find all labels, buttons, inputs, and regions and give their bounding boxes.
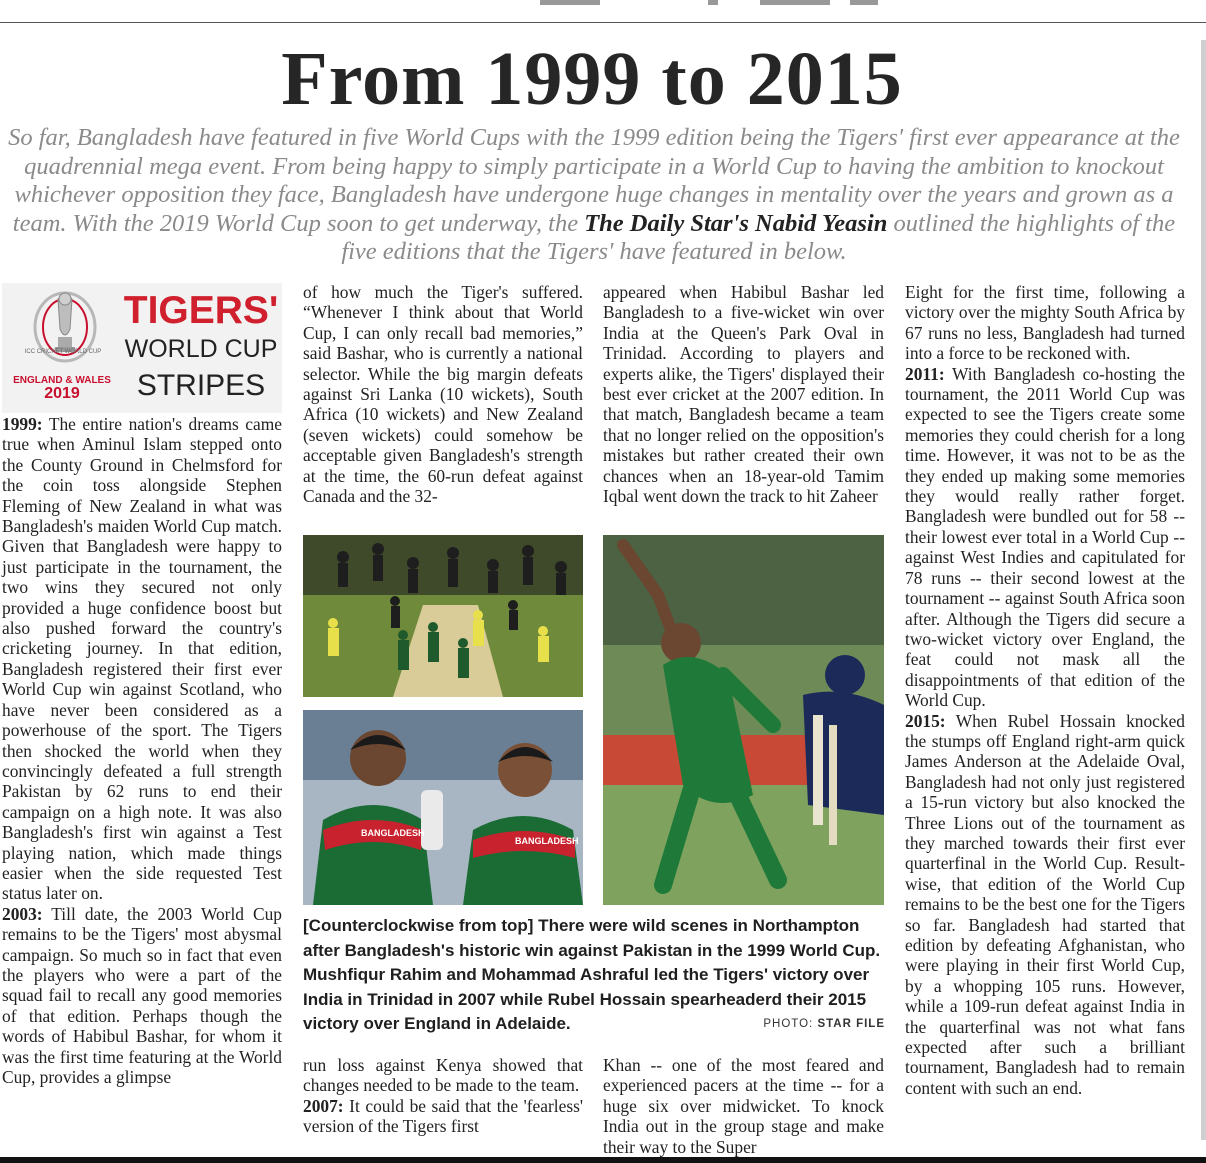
column-3-top	[603, 282, 884, 506]
column-1	[2, 414, 282, 1087]
text-2007-end: Khan -- one of the most feared and experienced pacers at the time -- for a huge six over midwicket. To knock India out in the group stage and make their way to the Super	[603, 1055, 884, 1157]
page-edge-shadow	[1201, 40, 1206, 1140]
paragraph-2007	[303, 1096, 583, 1137]
text-2003-continued: of how much the Tiger's suffered. “Whenever I think about that World Cup, I can only recall bad memories,” said Bashar, who is currently a national selector. While the big margin defeats against Sri Lanka (10 wickets), South Africa (10 wickets) and New Zealand (seven wickets) could somehow be acceptable given Bangladesh's strength at the time, the 60-run defeat against Canada and the 32-	[303, 282, 583, 507]
players-image	[303, 710, 583, 905]
intro-text-end: outlined the highlights of the five editions that the Tigers' have featured in below.	[341, 209, 1176, 266]
cup-name: ICC CRICKET WORLD CUP	[24, 349, 102, 355]
world-cup-logo-banner	[2, 283, 282, 413]
year-label-2007: 2007:	[303, 1095, 344, 1116]
text-1999: The entire nation's dreams came true when Aminul Islam stepped onto the County Ground in Chelmsford for the coin toss alongside Stephen Fleming of New Zealand in what was Bangladesh's maiden World Cup match. Given that Bangladesh were happy to just participate in the tournament, the two wins they secured not only provided a huge confidence boost but also pushed forward the country's cricketing journey. In that edition, Bangladesh registered their first ever World Cup win against Scotland, who have never been considered as a powerhouse of the sport. The Tigers then shocked the world when they convincingly defeated a full strength Pakistan by 62 runs to end their campaign on a high note. It was also Bangladesh's first win against a Test playing nation, which made things easier when the side requested Test status later on.	[2, 414, 282, 904]
photo-credit	[753, 1018, 885, 1030]
photo-credit-label: PHOTO:	[763, 1018, 818, 1030]
intro-text: So far, Bangladesh have featured in five World Cups with the 1999 edition being the Tigers' first ever appearance at the quadrennial mega event. From being happy to simply participate in a World Cup to having the ambition to knockout whichever opposition they face, Bangladesh have undergone huge changes in mentality over the years and grown as a team. With the 2019 World Cup soon to get underway, the	[8, 124, 1180, 237]
year-label-1999: 1999:	[2, 414, 43, 434]
jersey-text-right: BANGLADESH	[515, 836, 579, 846]
bowler-celebration-image	[603, 535, 884, 905]
text-2011: With Bangladesh co-hosting the tournament, the 2011 World Cup was expected to see the Tigers create some memories they could cherish for a long time. However, it was not to be as the they ended up making some memories they would really rather forget. Bangladesh were bundled out for 58 -- their lowest ever total in a World Cup -- against West Indies and capitulated for 78 runs -- their second lowest at the tournament -- against South Africa soon after. Although the Tigers did secure a two-wicket victory over England, the feat could not mask all the disappointments of that edition of the World Cup.	[905, 363, 1185, 711]
jersey-text-left: BANGLADESH	[361, 828, 425, 838]
year-label-2015: 2015:	[905, 710, 946, 731]
photo-1999-celebrations	[303, 535, 583, 697]
text-2003: Till date, the 2003 World Cup remains to be the Tigers' most abysmal campaign. So much so in fact that even the players who were a part of the squad fail to recall any good memories of that edition. Perhaps though the words of Habibul Bashar, for whom it was the first time featuring at the World Cup, provides a glimpse	[2, 903, 282, 1087]
paragraph-2011	[905, 364, 1185, 711]
masthead-remnant	[0, 0, 1206, 8]
top-rule	[0, 22, 1206, 23]
page-bottom-edge	[0, 1157, 1206, 1163]
column-4	[905, 282, 1185, 1098]
text-2007-continued: appeared when Habibul Bashar led Bangladesh to a five-wicket win over India at the Queen's Park Oval in Trinidad. According to players and experts alike, the Tigers' displayed their best ever cricket at the 2007 edition. In that match, Bangladesh became a team that no longer relied on the opposition's mistakes but rather created their own chances when an 18-year-old Tamim Iqbal went down the track to hit Zaheer	[603, 282, 884, 507]
text-2007: It could be said that the 'fearless' version of the Tigers first	[303, 1095, 583, 1137]
text-2007-conclusion: Eight for the first time, following a victory over the mighty South Africa by 67 runs no less, Bangladesh had turned into a force to be reckoned with.	[905, 282, 1185, 364]
page-title: From 1999 to 2015	[281, 37, 903, 121]
crowd-pitch-image	[303, 535, 583, 697]
year-label-2011: 2011:	[905, 363, 945, 384]
photo-2015-rubel-hossain	[603, 535, 884, 905]
text-2015: When Rubel Hossain knocked the stumps off England right-arm quick James Anderson at the Adelaide Oval, Bangladesh had not only just registered a 15-run victory but also knocked the Three Lions out of the tournament as they marched towards their first ever quarterfinal in the World Cup. Result-wise, that edition of the World Cup remains to be the best one for the Tigers so far. Bangladesh had started that edition by defeating Afghanistan, who were playing in their first World Cup, by a whopping 105 runs. However, while a 109-run defeat against India in the quarterfinal was not what fans expected after such a brilliant tournament, Bangladesh had to remain content with such an end.	[905, 710, 1185, 1098]
host-nations: ENGLAND & WALES	[13, 375, 111, 386]
text-2003-end: run loss against Kenya showed that changes needed to be made to the team.	[303, 1055, 583, 1096]
column-3-bottom	[603, 1055, 884, 1157]
intro-paragraph	[4, 124, 1184, 267]
byline: The Daily Star's Nabid Yeasin	[584, 209, 888, 237]
photo-caption: [Counterclockwise from top] There were wild scenes in Northampton after Bangladesh's historic win against Pakistan in the 1999 World Cup. Mushfiqur Rahim and Mohammad Ashraful led the Tigers' victory over India in Trinidad in 2007 while Rubel Hossain spearheaderd their 2015 victory over England in Adelaide.	[303, 916, 881, 1033]
logo-year: 2019	[44, 385, 80, 402]
column-2-bottom	[303, 1055, 583, 1137]
column-2-top	[303, 282, 583, 506]
photo-2007-players	[303, 710, 583, 905]
banner-title-world-cup: WORLD CUP	[124, 335, 278, 363]
paragraph-2015	[905, 711, 1185, 1099]
banner-title-tigers: TIGERS'	[123, 289, 279, 332]
paragraph-2003	[2, 904, 282, 1088]
paragraph-1999	[2, 414, 282, 904]
banner-title-stripes: STRIPES	[136, 369, 266, 402]
photo-credit-source: STAR FILE	[817, 1018, 885, 1030]
year-label-2003: 2003:	[2, 903, 43, 924]
